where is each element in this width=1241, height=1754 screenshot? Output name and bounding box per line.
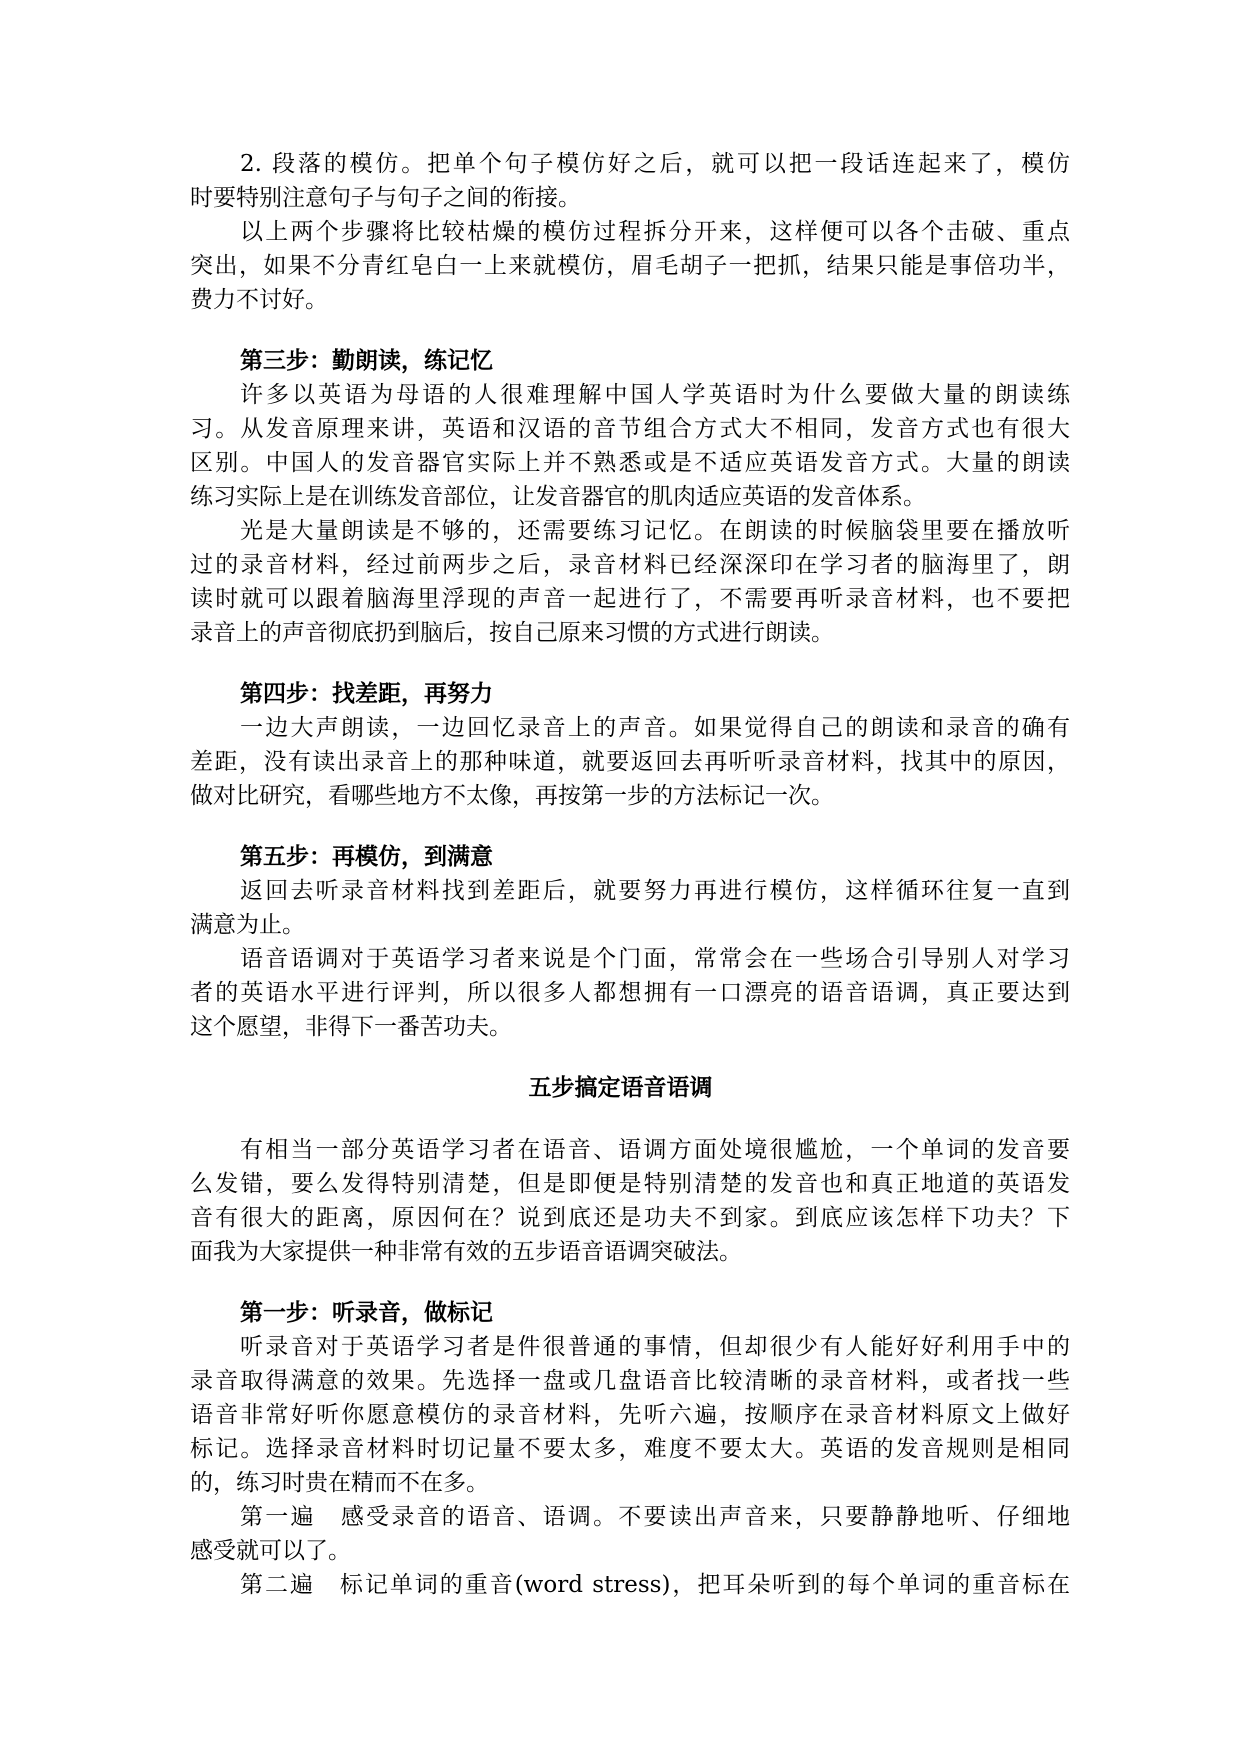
section-heading-step-3: 第三步：勤朗读，练记忆 xyxy=(240,347,493,374)
paragraph-line: 语音语调对于英语学习者来说是个门面，常常会在一些场合引导别人对学习 xyxy=(240,946,1070,972)
paragraph-line: 录音上的声音彻底扔到脑后，按自己原来习惯的方式进行朗读。 xyxy=(190,620,834,646)
section-title: 五步搞定语音语调 xyxy=(528,1074,713,1101)
paragraph-line: 习。从发音原理来讲，英语和汉语的音节组合方式大不相同，发音方式也有很大 xyxy=(190,416,1070,442)
paragraph-line: 这个愿望，非得下一番苦功夫。 xyxy=(190,1014,512,1040)
paragraph-line: 光是大量朗读是不够的，还需要练习记忆。在朗读的时候脑袋里要在播放听 xyxy=(240,518,1070,544)
paragraph-line: 突出，如果不分青红皂白一上来就模仿，眉毛胡子一把抓，结果只能是事倍功半， xyxy=(190,253,1070,279)
paragraph-line: 以上两个步骤将比较枯燥的模仿过程拆分开来，这样便可以各个击破、重点 xyxy=(240,219,1070,245)
paragraph-line: 么发错，要么发得特别清楚，但是即便是特别清楚的发音也和真正地道的英语发 xyxy=(190,1171,1070,1197)
paragraph-line: 的，练习时贵在精而不在多。 xyxy=(190,1470,489,1496)
paragraph-line: 练习实际上是在训练发音部位，让发音器官的肌肉适应英语的发音体系。 xyxy=(190,484,926,510)
paragraph-line: 音有很大的距离，原因何在？说到底还是功夫不到家。到底应该怎样下功夫？下 xyxy=(190,1205,1070,1231)
section-heading-step-4: 第四步：找差距，再努力 xyxy=(240,680,493,707)
paragraph-line: 过的录音材料，经过前两步之后，录音材料已经深深印在学习者的脑海里了，朗 xyxy=(190,552,1070,578)
paragraph-line: 做对比研究，看哪些地方不太像，再按第一步的方法标记一次。 xyxy=(190,783,834,809)
paragraph-line: 满意为止。 xyxy=(190,912,305,938)
paragraph-line: 听录音对于英语学习者是件很普通的事情，但却很少有人能好好利用手中的 xyxy=(240,1334,1070,1360)
section-heading-step-5: 第五步：再模仿，到满意 xyxy=(240,843,493,870)
paragraph-line: 费力不讨好。 xyxy=(190,287,328,313)
paragraph-line: 差距，没有读出录音上的那种味道，就要返回去再听听录音材料，找其中的原因， xyxy=(190,749,1070,775)
paragraph-line: 许多以英语为母语的人很难理解中国人学英语时为什么要做大量的朗读练 xyxy=(240,382,1070,408)
paragraph-line: 面我为大家提供一种非常有效的五步语音语调突破法。 xyxy=(190,1239,742,1265)
paragraph-line: 标记。选择录音材料时切记量不要太多，难度不要太大。英语的发音规则是相同 xyxy=(190,1436,1070,1462)
paragraph-line: 有相当一部分英语学习者在语音、语调方面处境很尴尬，一个单词的发音要 xyxy=(240,1137,1070,1163)
paragraph-line: 读时就可以跟着脑海里浮现的声音一起进行了，不需要再听录音材料，也不要把 xyxy=(190,586,1070,612)
paragraph-line: 感受就可以了。 xyxy=(190,1538,351,1564)
paragraph-line: 区别。中国人的发音器官实际上并不熟悉或是不适应英语发音方式。大量的朗读 xyxy=(190,450,1070,476)
paragraph-line: 录音取得满意的效果。先选择一盘或几盘语音比较清晰的录音材料，或者找一些 xyxy=(190,1368,1070,1394)
paragraph-line: 时要特别注意句子与句子之间的衔接。 xyxy=(190,185,581,211)
paragraph-line: 第一遍 感受录音的语音、语调。不要读出声音来，只要静静地听、仔细地 xyxy=(240,1504,1070,1530)
paragraph-line: 者的英语水平进行评判，所以很多人都想拥有一口漂亮的语音语调，真正要达到 xyxy=(190,980,1070,1006)
paragraph-line: 一边大声朗读，一边回忆录音上的声音。如果觉得自己的朗读和录音的确有 xyxy=(240,715,1070,741)
paragraph-line: 第二遍 标记单词的重音(word stress)，把耳朵听到的每个单词的重音标在 xyxy=(240,1572,1070,1598)
paragraph-line: 语音非常好听你愿意模仿的录音材料，先听六遍，按顺序在录音材料原文上做好 xyxy=(190,1402,1070,1428)
paragraph-line: 2. 段落的模仿。把单个句子模仿好之后，就可以把一段话连起来了，模仿 xyxy=(240,151,1070,177)
section-heading-step-1: 第一步：听录音，做标记 xyxy=(240,1299,493,1326)
paragraph-line: 返回去听录音材料找到差距后，就要努力再进行模仿，这样循环往复一直到 xyxy=(240,878,1070,904)
